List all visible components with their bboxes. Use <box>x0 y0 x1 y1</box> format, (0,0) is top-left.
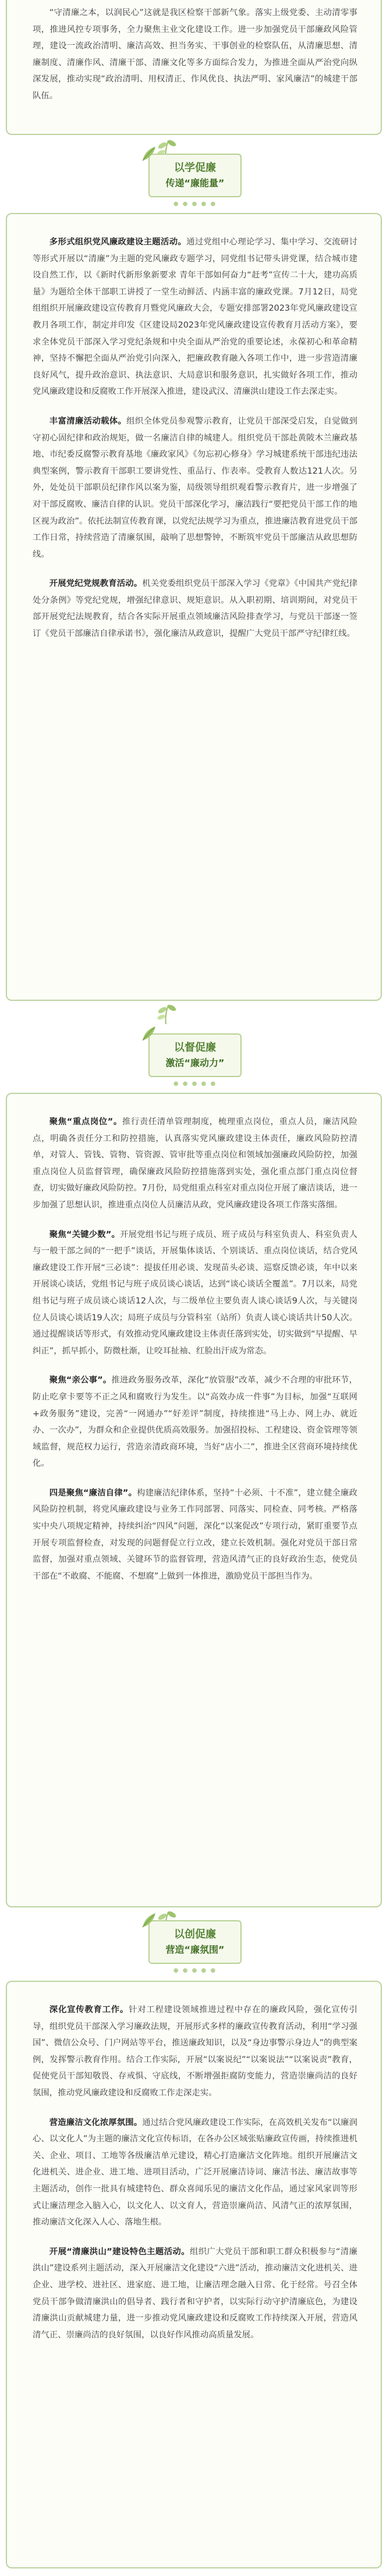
paragraph-body: 开展党组书记与班子成员、班子成员与科室负责人、科室负责人与一般干部之间的“一把手”谈话，开展集体谈话、个别谈话、重点岗位谈话，结合党风廉政建设工作开展“三必谈”：提拔任用必谈、发现苗头必谈、巡察反馈必谈，年中以来开展谈心谈话，党组书记与班子成员谈心谈话，达到“谈心谈话全覆盖”。7月以来，局党组书记与班子成员谈心谈话12人次，与二级单位主要负责人谈心谈话9人次，与关键岗位人员谈心谈话19人次；局班子成员与分管科室（站所）负责人谈心谈话共计50人次。通过提醒谈话等形式，有效推动党风廉政建设主体责任落到实处，切实做到“早提醒、早纠正”，抓早抓小，防微杜渐，让咬耳扯袖、红脸出汗成为常态。 <box>33 1230 357 1356</box>
paragraph-lead: 聚焦“重点岗位”。 <box>49 1117 122 1127</box>
paragraph-lead: 营造廉洁文化浓厚氛围。 <box>49 2117 143 2127</box>
section-title: 以创促廉 <box>174 1928 216 1941</box>
paragraph <box>33 2002 357 2102</box>
paragraph <box>33 1485 357 1585</box>
paragraph-lead: 深化宣传教育工作。 <box>49 2005 129 2014</box>
leaf-icon <box>139 144 158 163</box>
intro-card <box>6 0 382 135</box>
section-header-3 <box>0 1920 390 1974</box>
paragraph-body: 通过结合党风廉政建设工作实际，在高效机关发布“以廉润心、以文化人”为主题的廉洁文化宣传标语，在各办公区域张贴廉政宣传画，持续推进机关、企业、项目、工地等各级廉洁单元建设，精心打造廉洁文化阵地。组织开展廉洁文化进机关、进企业、进工地、进项目活动，广泛开展廉洁诗词、廉洁书法、廉洁故事等主题活动，创作一批具有城建特色、群众喜闻乐见的廉洁文化作品，通过家风家训等形式让廉洁理念入脑入心，以文化人、以文育人，营造崇廉尚洁、风清气正的浓厚氛围，推动廉洁文化深入人心、落地生根。 <box>33 2117 357 2227</box>
dots-divider: ● ● ● ● ● <box>173 1967 217 1974</box>
leaf-icon <box>139 1911 158 1930</box>
paragraph <box>33 234 357 400</box>
paragraph <box>33 2115 357 2231</box>
section-title: 以学促廉 <box>174 162 216 174</box>
intro-paragraph: “守清廉之本，以润民心”这就是我区检察干部新气象。落实上级党委、主动清零事项，推进风控专项事务，全力聚焦主业文化建设工作。进一步加强党员干部廉政风险管理，建设一流政治清明、廉洁高效、担当务实、干事创业的检察队伍，从清廉思想、清廉制度、清廉作风、清廉干部、清廉文化等多方面综合发力，为推进全面从严治党向纵深发展，推动实现“政治清明、用权清正、作风优良、执法严明、家风廉洁”的城建干部队伍。 <box>33 8 357 101</box>
paragraph <box>33 1227 357 1360</box>
paragraph-body: 组织广大党员干部和职工群众积极参与“清廉洪山”建设系列主题活动，深入开展廉洁文化建设“六进”活动，推动廉洁文化进机关、进企业、进学校、进社区、进家庭、进工地，让廉洁理念融入日常、化于经常。号召全体党员干部争做清廉洪山的倡导者、践行者和守护者，以实际行动守护清廉底色，为建设清廉洪山贡献城建力量，进一步推动党风廉政建设和反腐败工作持续深入开展，营造风清气正、崇廉尚洁的良好氛围，以良好作风推动高质量发展。 <box>33 2247 357 2340</box>
paragraph-lead: 多形式组织党风廉政建设主题活动。 <box>49 237 187 247</box>
paragraph <box>33 413 357 563</box>
paragraph-lead: 开展“清廉洪山”建设特色主题活动。 <box>49 2247 190 2257</box>
paragraph <box>33 2244 357 2344</box>
paragraph <box>33 575 357 642</box>
section-card-1 <box>6 213 382 1001</box>
section-card-3 <box>6 1981 382 2568</box>
section-card-2 <box>6 1093 382 1907</box>
section-title-box <box>148 1033 242 1077</box>
section-title-box <box>148 1920 242 1964</box>
paragraph-body: 通过党组中心理论学习、集中学习、交流研讨等形式开展以“清廉”为主题的党风廉政专题学习，同党组书记带头讲党课，结合城市建设自然工作，以《新时代新形象新要求 青年干部如何奋力“赶考”宣传二十大，建功高质量》为题给全体干部职工讲授了一堂生动鲜活、内涵丰富的廉政党课。7月12日，局党组组织开展廉政建设宣传教育月暨党风廉政大会，专题安排部署2023年党风廉政建设宣教月各项工作，制定并印发《区建设局2023年党风廉政建设宣传教育月活动方案》，要求全体党员干部深入学习党纪条规和中央全面从严治党的重要论述，永葆初心和革命精神，坚持不懈把全面从严治党引向深入，把廉政教育融入各项工作中，进一步营造清廉良好风气，提升政治意识、执法意识、大局意识和服务意识，扎实做好各项工作，推动党风廉政建设和反腐败工作开展深入推进，建设武汉、清廉洪山建设工作去深走实。 <box>33 237 357 397</box>
dots-divider: ● ● ● ● ● <box>173 201 217 207</box>
section-subtitle: 营造“廉氛围” <box>165 1944 225 1955</box>
section-header-2 <box>0 1033 390 1087</box>
section-subtitle: 激活“廉动力” <box>165 1057 225 1068</box>
section-subtitle: 传递“廉能量” <box>165 177 225 189</box>
leaf-icon <box>139 1024 158 1043</box>
paragraph-body: 推进政务服务改革，深化“放管服”改革，减少不合理的审批环节，防止吃拿卡要等不正之风和腐败行为发生。以“高效办成一件事”为目标，加强“互联网+政务服务”建设，完善“一网通办”“好差评”制度，持续推进“马上办、网上办、就近办、一次办”，为群众和企业提供优质高效服务。加强招投标、工程建设、资金管理等领域监督，规范权力运行，营造亲清政商环境，当好“店小二”，推进全区营商环境持续优化。 <box>33 1376 357 1469</box>
paragraph-body: 推行责任清单管理制度，梳理重点岗位，重点人员，廉洁风险点，明确各责任分工和防控措施，认真落实党风廉政建设主体责任，廉政风险防控清单，对管人、管钱、管物、管资源、管审批等重点岗位和领域加强廉政风险防控，加强重点岗位人员监督管理，确保廉政风险防控措施落到实处，强化重点部门重点岗位督查，切实做好廉政风险防控。7月份，局党组重点科室对重点岗位开展了廉洁谈话，进一步加强了思想认识，推进重点岗位人员廉洁从政，党风廉政建设各项工作落实落细。 <box>33 1117 357 1210</box>
paragraph-lead: 四是聚焦“廉洁自律”。 <box>49 1488 137 1498</box>
paragraph-body: 构建廉洁纪律体系，坚持“十必须、十不准”，建立健全廉政风险防控机制，将党风廉政建设与业务工作同部署、同落实、同检查、同考核。严格落实中央八项规定精神，持续纠治“四风”问题，深化“以案促改”专项行动，紧盯重要节点开展专项监督检查，对发现的问题督促立行立改，建立长效机制。强化对党员干部日常监督，加强对重点领域、关键环节的监督管理，营造风清气正的良好政治生态，使党员干部在“不敢腐、不能腐、不想腐”上做到一体推进，激励党员干部担当作为。 <box>33 1488 357 1581</box>
paragraph-body: 针对工程建设领域推进过程中存在的廉政风险，强化宣传引导，组织党员干部深入学习廉政法规，开展形式多样的廉政宣传教育活动，利用“学习强国”、微信公众号、门户网站等平台，推送廉政知识，以及“身边事警示身边人”的典型案例，发挥警示教育作用。结合工作实际，开展“以案说纪”“以案说法”“以案说责”教育，促使党员干部知敬畏、存戒惧、守底线，不断增强拒腐防变能力，营造崇廉尚洁的良好氛围，推动党风廉政建设和反腐败工作走深走实。 <box>33 2005 357 2098</box>
section-title-box <box>148 154 242 197</box>
section-header-1 <box>0 154 390 207</box>
paragraph-lead: 聚焦“关键少数”。 <box>49 1230 120 1239</box>
paragraph <box>33 1372 357 1472</box>
leaf-sprig-icon <box>148 1002 183 1025</box>
section-title: 以督促廉 <box>174 1042 216 1054</box>
paragraph <box>33 1114 357 1214</box>
dots-divider: ● ● ● ● ● <box>173 1081 217 1087</box>
paragraph-lead: 开展党纪党规教育活动。 <box>49 579 143 589</box>
paragraph-lead: 丰富清廉活动载体。 <box>49 416 127 426</box>
paragraph-body: 组织全体党员参观警示教育，让党员干部深受启发，自觉做到守初心固纪律和政治规矩，做一名廉洁自律的城建人。组织党员干部赴黄陂木兰廉政基地、市纪委反腐警示教育基地《廉政家风》《勿忘初心修身》学习城建系统干部违纪违法典型案例，警示教育干部职工要讲党性、重品行、作表率。受教育人数达121人次。另外，处处员干部职员纪律作风以案为鉴，局级领导组织观看警示教育片，进一步增强了对干部反腐败、廉洁自律的认识。党员干部深化学习，廉洁践行“要把党员干部工作的地区视为政治”。依托法制宣传教育课，以党纪法规学习为重点，推进廉洁教育进党员干部工作日常，持续营造了清廉氛围，敲响了思想警钟，不断筑牢党员干部廉洁从政思想防线。 <box>33 416 357 559</box>
paragraph-lead: 聚焦“亲公事”。 <box>49 1376 112 1385</box>
paragraph-body: 机关党委组织党员干部深入学习《党章》《中国共产党纪律处分条例》等党纪党规，增强纪律意识、规矩意识。从入职初期、培训期间，对党员干部开展党纪法规教育，结合各实际开展重点领域廉洁风险排查学习，与党员干部逐一签订《党员干部廉洁自律承诺书》，强化廉洁从政意识，提醒广大党员干部严守纪律红线。 <box>33 579 357 639</box>
